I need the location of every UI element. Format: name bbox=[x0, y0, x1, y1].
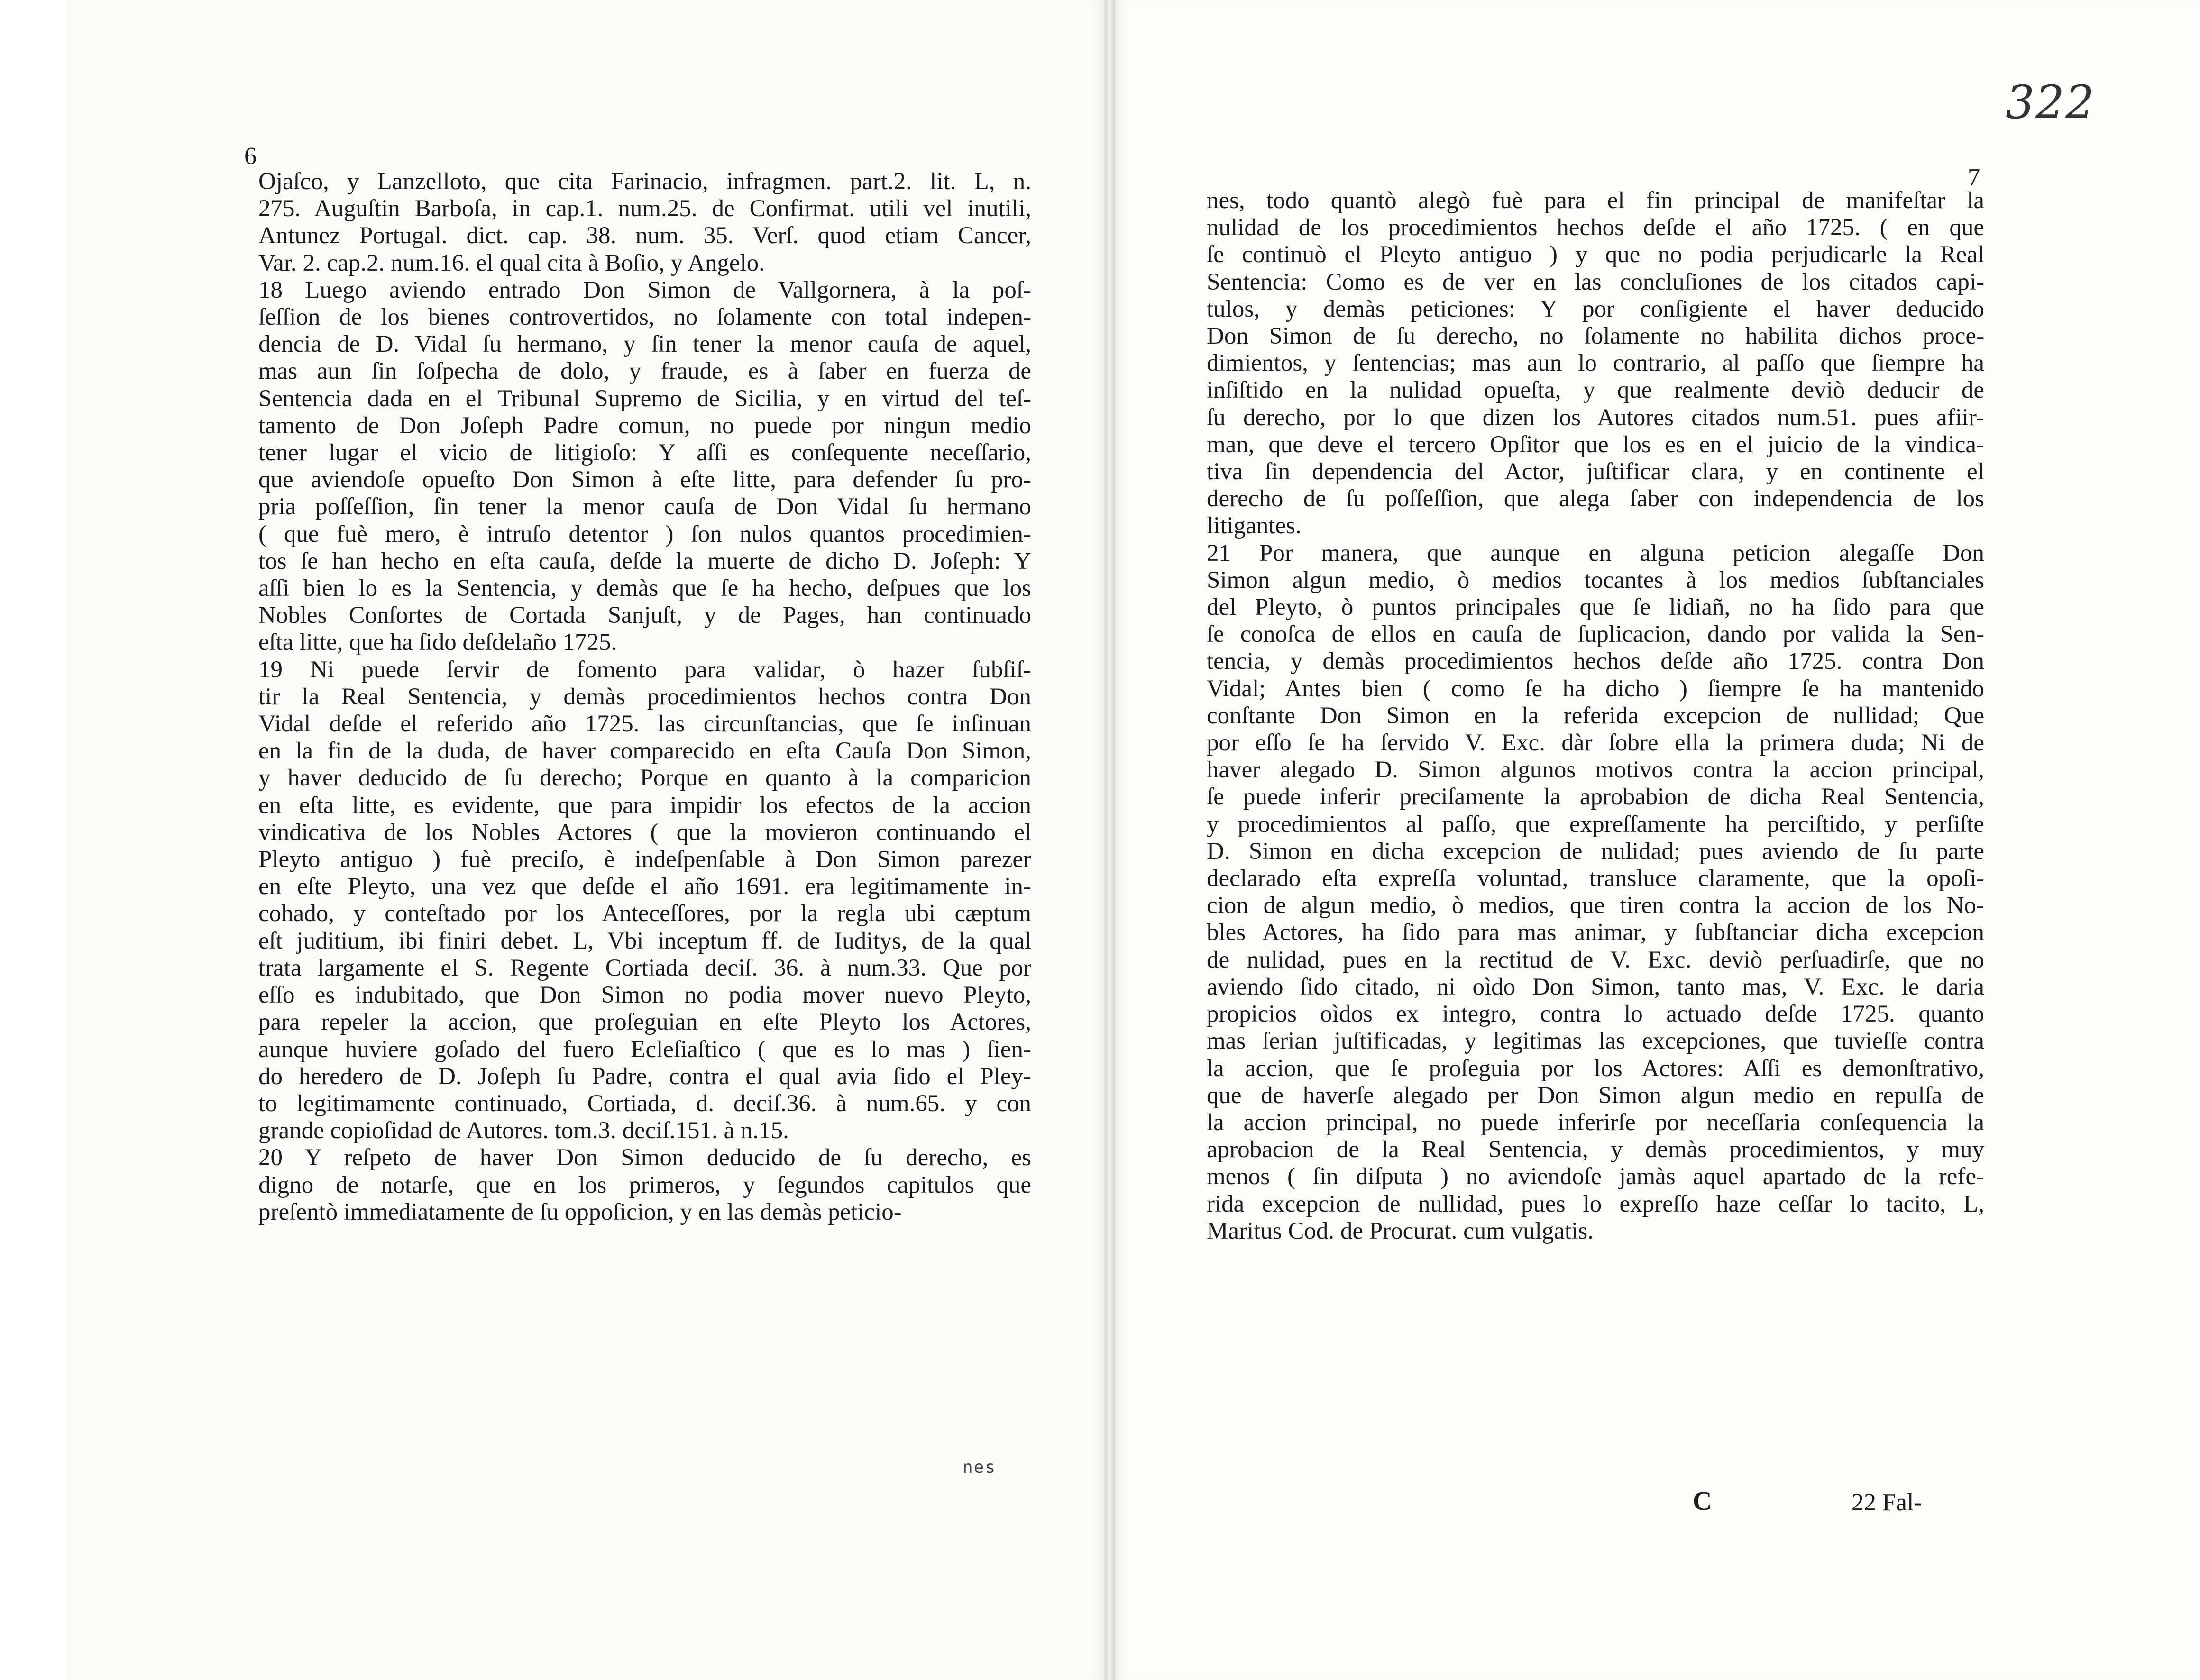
text-line: y haver deducido de ſu derecho; Porque en quanto à la comparicion bbox=[258, 765, 1031, 792]
text-line: ſe puede inferir preciſamente la aprobabion de dicha Real Sentencia, bbox=[1207, 784, 1984, 811]
text-line: trata largamente el S. Regente Cortiada deciſ. 36. à num.33. Que por bbox=[258, 954, 1031, 981]
text-line: para repeler la accion, que proſeguian en eſte Pleyto los Actores, bbox=[258, 1009, 1031, 1036]
text-line: cion de algun medio, ò medios, que tiren contra la accion de los No- bbox=[1207, 892, 1984, 919]
text-line: aunque huviere goſado del fuero Ecleſiaſtico ( que es lo mas ) ſien- bbox=[258, 1036, 1031, 1063]
text-line: nulidad de los procedimientos hechos deſde el año 1725. ( en que bbox=[1207, 214, 1984, 241]
text-line: dencia de D. Vidal ſu hermano, y ſin tener la menor cauſa de aquel, bbox=[258, 331, 1031, 358]
text-line: 19 Ni puede ſervir de fomento para validar, ò hazer ſubſiſ- bbox=[258, 656, 1031, 683]
text-line: Don Simon de ſu derecho, no ſolamente no habilita dichos proce- bbox=[1207, 323, 1984, 350]
text-line: la accion, que ſe proſeguia por los Actores: Aſſi es demonſtrativo, bbox=[1207, 1055, 1984, 1082]
text-line: Vidal deſde el referido año 1725. las circunſtancias, que ſe inſinuan bbox=[258, 711, 1031, 738]
text-line: grande copioſidad de Autores. tom.3. deciſ.151. à n.15. bbox=[258, 1117, 789, 1144]
text-line: Pleyto antiguo ) fuè preciſo, è indeſpenſable à Don Simon parezer bbox=[258, 846, 1031, 873]
text-line: declarado eſta expreſſa voluntad, transluce claramente, que la opoſi- bbox=[1207, 865, 1984, 892]
text-line: tir la Real Sentencia, y demàs procedimientos hechos contra Don bbox=[258, 683, 1031, 710]
right-page-number: 7 bbox=[1968, 164, 1980, 191]
text-line: Nobles Conſortes de Cortada Sanjuſt, y de Pages, han continuado bbox=[258, 602, 1031, 629]
text-line: por eſſo ſe ha ſervido V. Exc. dàr ſobre ella la primera duda; Ni de bbox=[1207, 730, 1984, 757]
text-line: tulos, y demàs peticiones: Y por conſigiente el haver deducido bbox=[1207, 295, 1984, 322]
book-gutter bbox=[1105, 0, 1115, 1680]
text-line: tamento de Don Joſeph Padre comun, no puede por ningun medio bbox=[258, 412, 1031, 439]
text-line: Maritus Cod. de Procurat. cum vulgatis. bbox=[1207, 1217, 1594, 1244]
text-line: tiva ſin dependencia del Actor, juſtificar clara, y en continente el bbox=[1207, 458, 1984, 485]
text-line: rida excepcion de nullidad, pues lo expreſſo haze ceſſar lo tacito, L, bbox=[1207, 1190, 1984, 1217]
text-line: aſſi bien lo es la Sentencia, y demàs que ſe ha hecho, deſpues que los bbox=[258, 575, 1031, 602]
text-line: eſſo es indubitado, que Don Simon no podia mover nuevo Pleyto, bbox=[258, 982, 1031, 1009]
text-line: dimientos, y ſentencias; mas aun lo contrario, al paſſo que ſiempre ha bbox=[1207, 350, 1984, 377]
text-line: ſu derecho, por lo que dizen los Autores citados num.51. pues afiir- bbox=[1207, 404, 1984, 431]
text-line: aprobacion de la Real Sentencia, y demàs procedimientos, y muy bbox=[1207, 1136, 1984, 1163]
text-line: en eſta litte, es evidente, que para impidir los efectos de la accion bbox=[258, 792, 1031, 819]
text-line: que de haverſe alegado per Don Simon algun medio en repulſa de bbox=[1207, 1082, 1984, 1109]
text-line: 275. Auguſtin Barboſa, in cap.1. num.25. de Confirmat. utili vel inutili, bbox=[258, 195, 1031, 222]
left-page-number: 6 bbox=[244, 143, 257, 170]
text-line: aviendo ſido citado, ni oìdo Don Simon, tanto mas, V. Exc. le daria bbox=[1207, 973, 1984, 1000]
text-line: to legitimamente continuado, Cortiada, d. deciſ.36. à num.65. y con bbox=[258, 1090, 1031, 1117]
library-stamp: nes bbox=[962, 1458, 997, 1477]
text-line: eſt juditium, ibi finiri debet. L, Vbi inceptum ff. de Iuditys, de la qual bbox=[258, 927, 1031, 954]
text-line: nes, todo quantò alegò fuè para el fin principal de manifeſtar la bbox=[1207, 187, 1984, 214]
text-line: 18 Luego aviendo entrado Don Simon de Vallgornera, à la poſ- bbox=[258, 276, 1031, 303]
text-line: la accion principal, no puede inferirſe por neceſſaria conſequencia la bbox=[1207, 1109, 1984, 1136]
text-line: Simon algun medio, ò medios tocantes à los medios ſubſtanciales bbox=[1207, 566, 1984, 593]
text-line: pria poſſeſſion, ſin tener la menor cauſa de Don Vidal ſu hermano bbox=[258, 493, 1031, 520]
text-line: haver alegado D. Simon algunos motivos contra la accion principal, bbox=[1207, 757, 1984, 784]
text-line: Sentencia: Como es de ver en las concluſiones de los citados capi- bbox=[1207, 268, 1984, 295]
text-line: bles Actores, ha ſido para mas animar, y ſubſtanciar dicha excepcion bbox=[1207, 919, 1984, 946]
text-line: Ojaſco, y Lanzelloto, que cita Farinacio, infragmen. part.2. lit. L, n. bbox=[258, 168, 1031, 195]
text-line: do heredero de D. Joſeph ſu Padre, contra el qual avia ſido el Pley- bbox=[258, 1063, 1031, 1090]
text-line: menos ( ſin diſputa ) no aviendoſe jamàs aquel apartado de la refe- bbox=[1207, 1163, 1984, 1190]
left-page-text bbox=[258, 168, 1031, 1226]
text-line: Var. 2. cap.2. num.16. el qual cita à Boſio, y Angelo. bbox=[258, 249, 765, 276]
folio-number: 322 bbox=[2006, 76, 2096, 129]
text-line: Antunez Portugal. dict. cap. 38. num. 35. Verſ. quod etiam Cancer, bbox=[258, 222, 1031, 249]
text-line: vindicativa de los Nobles Actores ( que la movieron continuando el bbox=[258, 819, 1031, 846]
text-line: D. Simon en dicha excepcion de nulidad; pues aviendo de ſu parte bbox=[1207, 838, 1984, 865]
text-line: inſiſtido en la nulidad opueſta, y que realmente deviò deducir de bbox=[1207, 377, 1984, 404]
text-line: tencia, y demàs procedimientos hechos deſde año 1725. contra Don bbox=[1207, 648, 1984, 675]
text-line: propicios oìdos ex integro, contra lo actuado deſde 1725. quanto bbox=[1207, 1001, 1984, 1028]
text-line: Vidal; Antes bien ( como ſe ha dicho ) ſiempre ſe ha mantenido bbox=[1207, 675, 1984, 702]
text-line: en la fin de la duda, de haver comparecido en eſta Cauſa Don Simon, bbox=[258, 738, 1031, 765]
text-line: digno de notarſe, que en los primeros, y ſegundos capitulos que bbox=[258, 1171, 1031, 1198]
signature-mark: C bbox=[1693, 1487, 1712, 1516]
right-page-text bbox=[1207, 187, 1984, 1245]
text-line: tener lugar el vicio de litigioſo: Y aſſi es conſequente neceſſario, bbox=[258, 439, 1031, 466]
text-line: derecho de ſu poſſeſſion, que alega ſaber con independencia de los bbox=[1207, 485, 1984, 512]
text-line: y procedimientos al paſſo, que expreſſamente ha perciſtido, y perſiſte bbox=[1207, 811, 1984, 838]
text-line: que aviendoſe opueſto Don Simon à eſte litte, para defender ſu pro- bbox=[258, 466, 1031, 493]
text-line: litigantes. bbox=[1207, 512, 1302, 539]
text-line: 21 Por manera, que aunque en alguna peticion alegaſſe Don bbox=[1207, 539, 1984, 566]
text-line: ſeſſion de los bienes controvertidos, no ſolamente con total indepen- bbox=[258, 304, 1031, 331]
text-line: conſtante Don Simon en la referida excepcion de nullidad; Que bbox=[1207, 702, 1984, 729]
text-line: mas ſerian juſtificadas, y legitimas las excepciones, que tuvieſſe contra bbox=[1207, 1028, 1984, 1055]
text-line: ſe continuò el Pleyto antiguo ) y que no podia perjudicarle la Real bbox=[1207, 241, 1984, 268]
text-line: cohado, y conteſtado por los Anteceſſores, por la regla ubi cæptum bbox=[258, 900, 1031, 927]
text-line: eſta litte, que ha ſido deſdelaño 1725. bbox=[258, 629, 617, 656]
text-line: mas aun ſin ſoſpecha de dolo, y fraude, es à ſaber en fuerza de bbox=[258, 358, 1031, 385]
text-line: tos ſe han hecho en eſta cauſa, deſde la muerte de dicho D. Joſeph: Y bbox=[258, 548, 1031, 575]
text-line: en eſte Pleyto, una vez que deſde el año 1691. era legitimamente in- bbox=[258, 873, 1031, 900]
text-line: man, que deve el tercero Opſitor que los es en el juicio de la vindica- bbox=[1207, 431, 1984, 458]
text-line: 20 Y reſpeto de haver Don Simon deducido de ſu derecho, es bbox=[258, 1144, 1031, 1171]
text-line: ( que fuè mero, è intruſo detentor ) ſon nulos quantos procedimien- bbox=[258, 520, 1031, 548]
text-line: ſe conoſca de ellos en cauſa de ſuplicacion, dando por valida la Sen- bbox=[1207, 621, 1984, 648]
catchword: 22 Fal- bbox=[1852, 1489, 1922, 1516]
text-line: del Pleyto, ò puntos principales que ſe lidiañ, no ha ſido para que bbox=[1207, 594, 1984, 621]
text-line: Sentencia dada en el Tribunal Supremo de Sicilia, y en virtud del teſ- bbox=[258, 385, 1031, 412]
text-line: preſentò immediatamente de ſu oppoſicion, y en las demàs peticio- bbox=[258, 1198, 902, 1225]
text-line: de nulidad, pues en la rectitud de V. Exc. deviò perſuadirſe, que no bbox=[1207, 946, 1984, 973]
